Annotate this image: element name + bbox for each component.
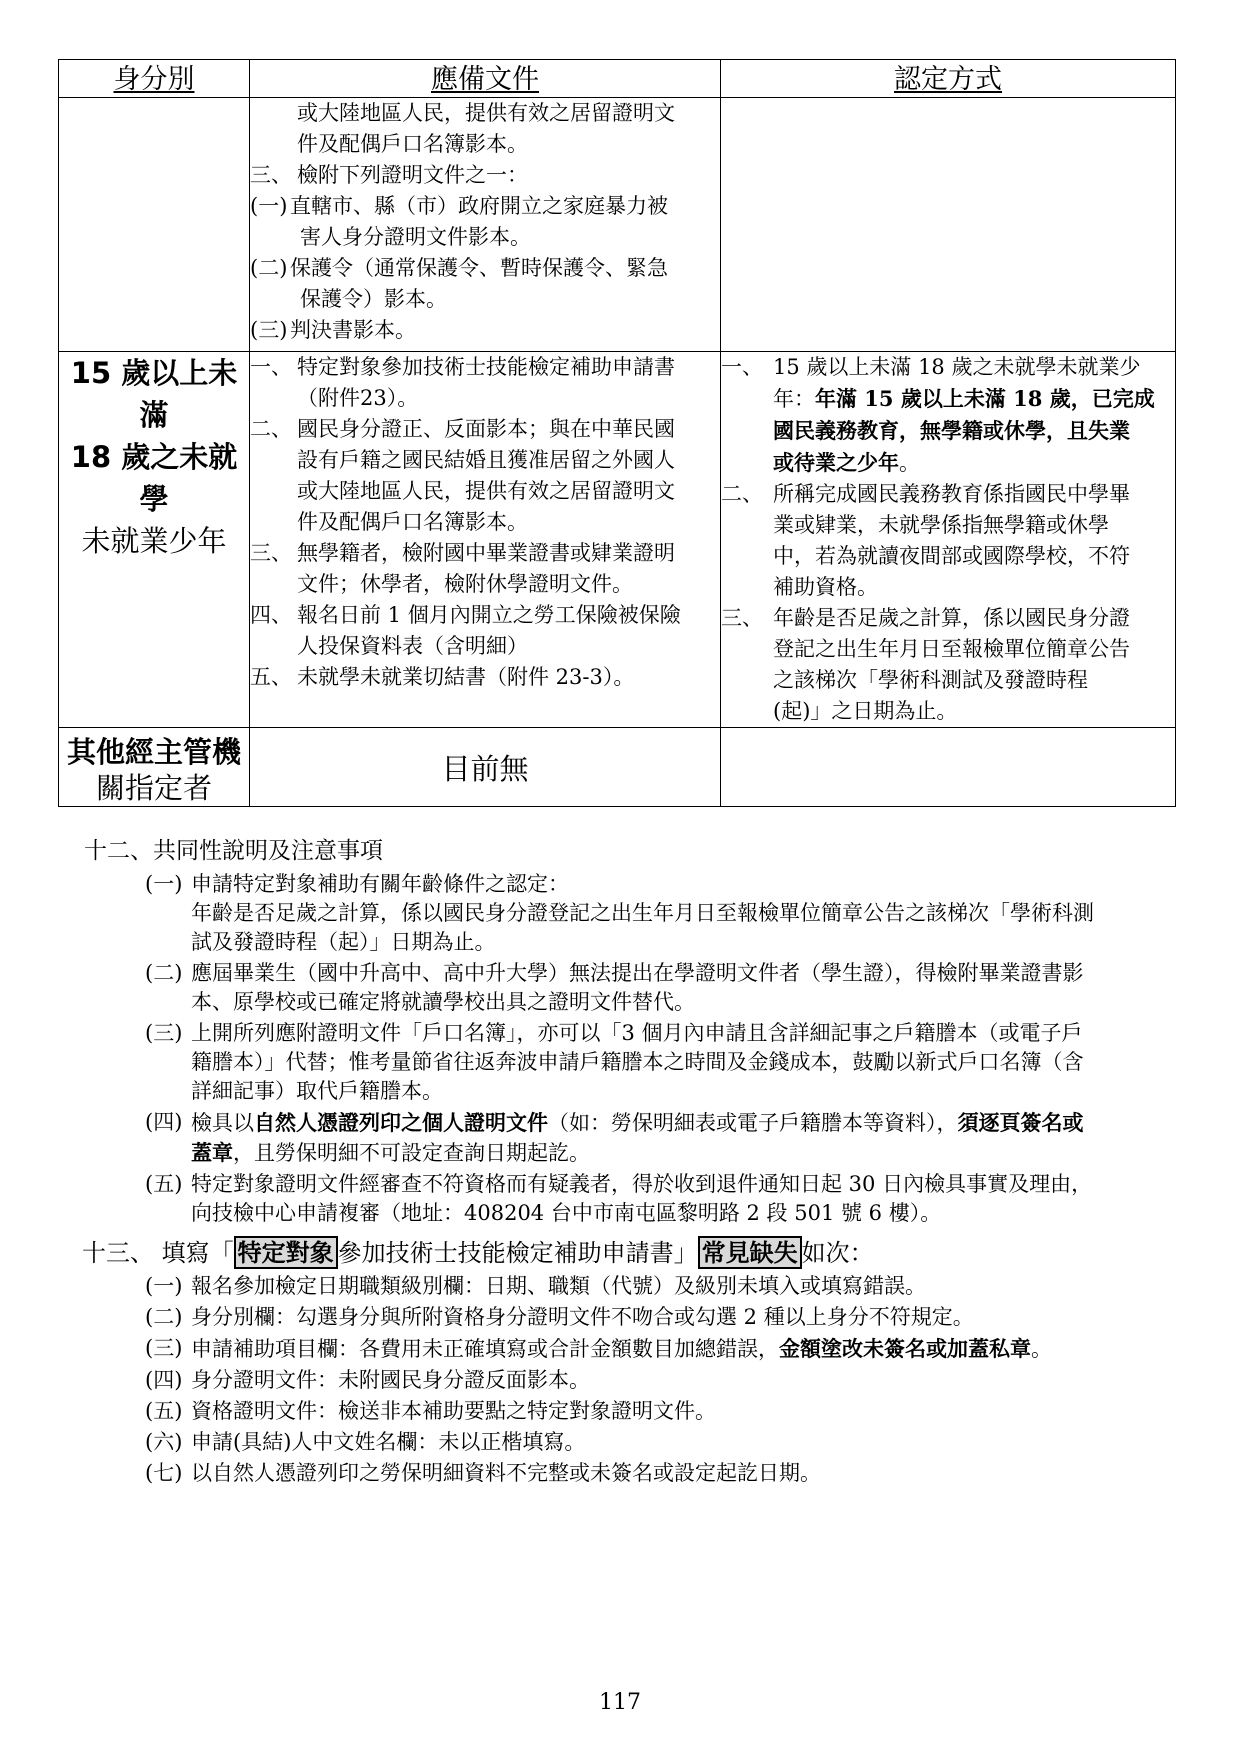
criteria-cell-empty bbox=[721, 728, 1176, 807]
section-12-title: 十二、共同性說明及注意事項 bbox=[84, 838, 383, 864]
list-item: (二) 應屆畢業生（國中升高中、高中升大學）無法提出在學證明文件者（學生證），得檢附畢業證書影 本、原學校或已確定將就讀學校出具之證明文件替代。 bbox=[145, 961, 1084, 1014]
doc-item: 五、 未就學未就業切結書（附件 23-3）。 bbox=[250, 665, 635, 689]
doc-subitem: (三) 判決書影本。 bbox=[250, 318, 416, 342]
doc-item: 三、 無學籍者，檢附國中畢業證書或肄業證明 文件；休學者，檢附休學證明文件。 bbox=[250, 541, 675, 596]
criteria-item: 三、 年齡是否足歲之計算，係以國民身分證 登記之出生年月日至報檢單位簡章公告 之該梯次「學術科測試及發證時程 (起)」之日期為止。 bbox=[721, 606, 1130, 723]
list-item: (四) 檢具以自然人憑證列印之個人證明文件（如：勞保明細表或電子戶籍謄本等資料），須逐頁簽名或 蓋章，且勞保明細不可設定查詢日期起訖。 bbox=[145, 1110, 1084, 1165]
identity-cell: 其他經主管機 關指定者 bbox=[59, 728, 250, 807]
highlight-box: 特定對象 bbox=[234, 1236, 338, 1269]
doc-item: 一、 特定對象參加技術士技能檢定補助申請書 （附件23）。 bbox=[250, 355, 675, 410]
list-item: (六) 申請(具結)人中文姓名欄：未以正楷填寫。 bbox=[145, 1430, 586, 1454]
doc-subitem: (一) 直轄市、縣（市）政府開立之家庭暴力被 害人身分證明文件影本。 bbox=[250, 194, 668, 249]
criteria-cell bbox=[721, 352, 1176, 728]
criteria-item: 一、 15 歲以上未滿 18 歲之未就學未就業少 年：年滿 15 歲以上未滿 18 歲，已完成 國民義務教育，無學籍或休學，且失業 或待業之少年。 bbox=[721, 355, 1155, 475]
documents-cell bbox=[250, 98, 721, 352]
criteria-cell-empty bbox=[721, 98, 1176, 352]
eligibility-table bbox=[58, 59, 1176, 807]
doc-line: 件及配偶戶口名簿影本。 bbox=[297, 132, 528, 156]
page-number: 117 bbox=[599, 1690, 641, 1715]
section-12-list bbox=[145, 870, 1185, 1230]
list-item: (三) 上開所列應附證明文件「戶口名簿」，亦可以「3 個月內申請且含詳細記事之戶籍謄本（或電子戶 籍謄本）」代替；惟考量節省往返奔波申請戶籍謄本之時間及金錢成本，鼓勵以新式戶口名簿（含 詳細記事）取代戶籍謄本。 bbox=[145, 1021, 1084, 1103]
list-item: (四) 身分證明文件：未附國民身分證反面影本。 bbox=[145, 1368, 590, 1392]
documents-cell: 目前無 bbox=[250, 728, 721, 807]
list-item: (七) 以自然人憑證列印之勞保明細資料不完整或未簽名或設定起訖日期。 bbox=[145, 1461, 821, 1485]
doc-subitem: (二) 保護令（通常保護令、暫時保護令、緊急 保護令）影本。 bbox=[250, 256, 668, 311]
documents-cell bbox=[250, 352, 721, 728]
list-item: (一) 報名參加檢定日期職類級別欄：日期、職類（代號）及級別未填入或填寫錯誤。 bbox=[145, 1274, 926, 1298]
doc-line: 或大陸地區人民，提供有效之居留證明文 bbox=[297, 101, 675, 125]
table-header-row bbox=[59, 60, 1176, 98]
list-item: (五) 特定對象證明文件經審查不符資格而有疑義者，得於收到退件通知日起 30 日內檢具事實及理由， 向技檢中心申請複審（地址：408204 台中市南屯區黎明路 2 段 501 號 6 樓）。 bbox=[145, 1172, 1093, 1225]
header-criteria: 認定方式 bbox=[721, 60, 1176, 98]
table-row bbox=[59, 352, 1176, 728]
table-row bbox=[59, 728, 1176, 807]
identity-cell-empty bbox=[59, 98, 250, 352]
doc-item: 四、 報名日前 1 個月內開立之勞工保險被保險 人投保資料表（含明細） bbox=[250, 603, 681, 658]
doc-item: 二、 國民身分證正、反面影本；與在中華民國 設有戶籍之國民結婚且獲准居留之外國人 或大陸地區人民，提供有效之居留證明文 件及配偶戶口名簿影本。 bbox=[250, 417, 675, 534]
doc-item: 三、 檢附下列證明文件之一： bbox=[250, 163, 528, 187]
header-documents: 應備文件 bbox=[250, 60, 721, 98]
list-item: (二) 身分別欄：勾選身分與所附資格身分證明文件不吻合或勾選 2 種以上身分不符規定。 bbox=[145, 1305, 974, 1329]
section-13-list bbox=[145, 1272, 1185, 1490]
header-identity: 身分別 bbox=[59, 60, 250, 98]
table-row bbox=[59, 98, 1176, 352]
section-13-title: 十三、 填寫「 特定對象 參加技術士技能檢定補助申請書」 常見缺失 如次： bbox=[82, 1238, 874, 1267]
list-item: (三) 申請補助項目欄：各費用未正確填寫或合計金額數目加總錯誤，金額塗改未簽名或加蓋私章。 bbox=[145, 1336, 1052, 1361]
identity-cell: 15 歲以上未滿 18 歲之未就學 未就業少年 bbox=[59, 352, 250, 728]
list-item: (一) 申請特定對象補助有關年齡條件之認定： 年齡是否足歲之計算，係以國民身分證登記之出生年月日至報檢單位簡章公告之該梯次「學術科測 試及發證時程（起）」日期為止。 bbox=[145, 872, 1094, 954]
list-item: (五) 資格證明文件：檢送非本補助要點之特定對象證明文件。 bbox=[145, 1399, 716, 1423]
criteria-item: 二、 所稱完成國民義務教育係指國民中學畢 業或肄業，未就學係指無學籍或休學 中，若為就讀夜間部或國際學校，不符 補助資格。 bbox=[721, 482, 1130, 599]
highlight-box: 常見缺失 bbox=[698, 1236, 802, 1269]
